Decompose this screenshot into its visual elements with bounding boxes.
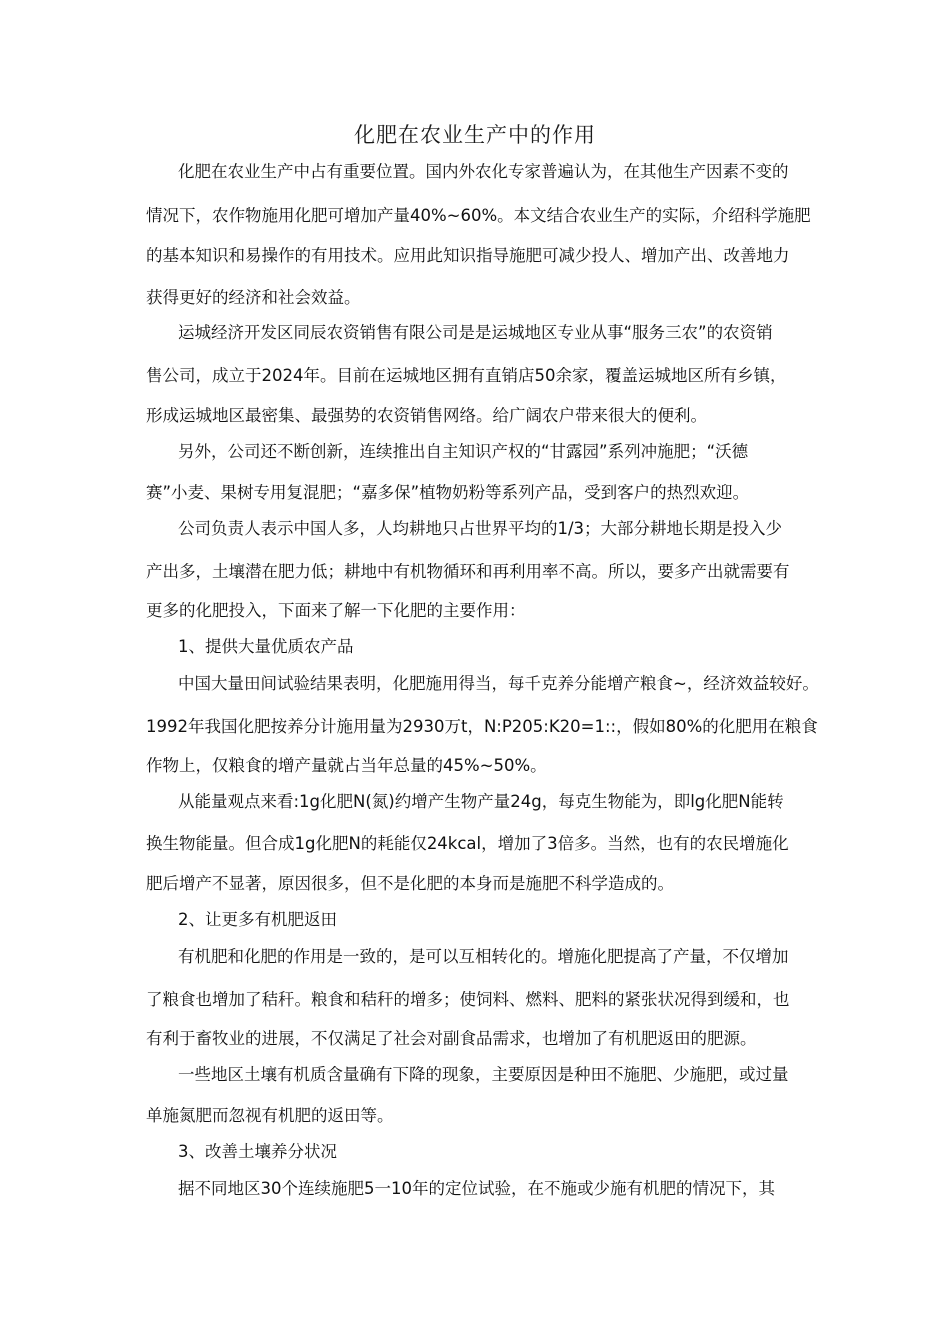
paragraph-line: 更多的化肥投入，下面来了解一下化肥的主要作用：	[146, 601, 526, 620]
paragraph-line: 赛”小麦、果树专用复混肥；“嘉多保”植物奶粉等系列产品，受到客户的热烈欢迎。	[146, 483, 750, 502]
paragraph-line: 情况下，农作物施用化肥可增加产量40%~60%。本文结合农业生产的实际，介绍科学施肥	[146, 206, 811, 225]
paragraph-line: 运城经济开发区同辰农资销售有限公司是是运城地区专业从事“服务三农”的农资销	[178, 323, 773, 342]
paragraph-line: 1992年我国化肥按养分计施用量为2930万t，N:P205:K20=1::，假如80%的化肥用在粮食	[146, 717, 818, 736]
paragraph-line: 售公司，成立于2024年。目前在运城地区拥有直销店50余家，覆盖运城地区所有乡镇，	[146, 366, 787, 385]
paragraph-line: 了粮食也增加了秸秆。粮食和秸秆的增多；使饲料、燃料、肥料的紧张状况得到缓和，也	[146, 990, 790, 1009]
paragraph-line: 换生物能量。但合成1g化肥N的耗能仅24kcal，增加了3倍多。当然，也有的农民增施化	[146, 834, 789, 853]
paragraph-line: 另外，公司还不断创新，连续推出自主知识产权的“甘露园”系列冲施肥；“沃德	[178, 442, 749, 461]
paragraph-line: 产出多，土壤潜在肥力低；耕地中有机物循环和再利用率不高。所以，要多产出就需要有	[146, 562, 790, 581]
paragraph-line: 公司负责人表示中国人多，人均耕地只占世界平均的1/3；大部分耕地长期是投入少	[178, 519, 783, 538]
paragraph-line: 从能量观点来看:1g化肥N(氮)约增产生物产量24g，每克生物能为，即lg化肥N能转	[178, 792, 784, 811]
paragraph-line: 肥后增产不显著，原因很多，但不是化肥的本身而是施肥不科学造成的。	[146, 874, 674, 893]
paragraph-line: 形成运城地区最密集、最强势的农资销售网络。给广阔农户带来很大的便利。	[146, 406, 707, 425]
paragraph-line: 作物上，仅粮食的增产量就占当年总量的45%~50%。	[146, 756, 547, 775]
section-heading: 1、提供大量优质农产品	[178, 637, 354, 656]
section-heading: 2、让更多有机肥返田	[178, 910, 337, 929]
paragraph-line: 一些地区土壤有机质含量确有下降的现象，主要原因是种田不施肥、少施肥，或过量	[178, 1065, 789, 1084]
paragraph-line: 获得更好的经济和社会效益。	[146, 288, 361, 307]
paragraph-line: 据不同地区30个连续施肥5一10年的定位试验，在不施或少施有机肥的情况下，其	[178, 1179, 775, 1198]
paragraph-line: 的基本知识和易操作的有用技术。应用此知识指导施肥可减少投人、增加产出、改善地力	[146, 246, 790, 265]
paragraph-line: 化肥在农业生产中占有重要位置。国内外农化专家普遍认为，在其他生产因素不变的	[178, 162, 789, 181]
page-title: 化肥在农业生产中的作用	[354, 123, 596, 147]
paragraph-line: 中国大量田间试验结果表明，化肥施用得当，每千克养分能增产粮食~，经济效益较好。	[178, 674, 819, 693]
paragraph-line: 有机肥和化肥的作用是一致的，是可以互相转化的。增施化肥提高了产量，不仅增加	[178, 947, 789, 966]
paragraph-line: 单施氮肥而忽视有机肥的返田等。	[146, 1106, 394, 1125]
section-heading: 3、改善土壤养分状况	[178, 1142, 337, 1161]
paragraph-line: 有利于畜牧业的进展，不仅满足了社会对副食品需求，也增加了有机肥返田的肥源。	[146, 1029, 757, 1048]
